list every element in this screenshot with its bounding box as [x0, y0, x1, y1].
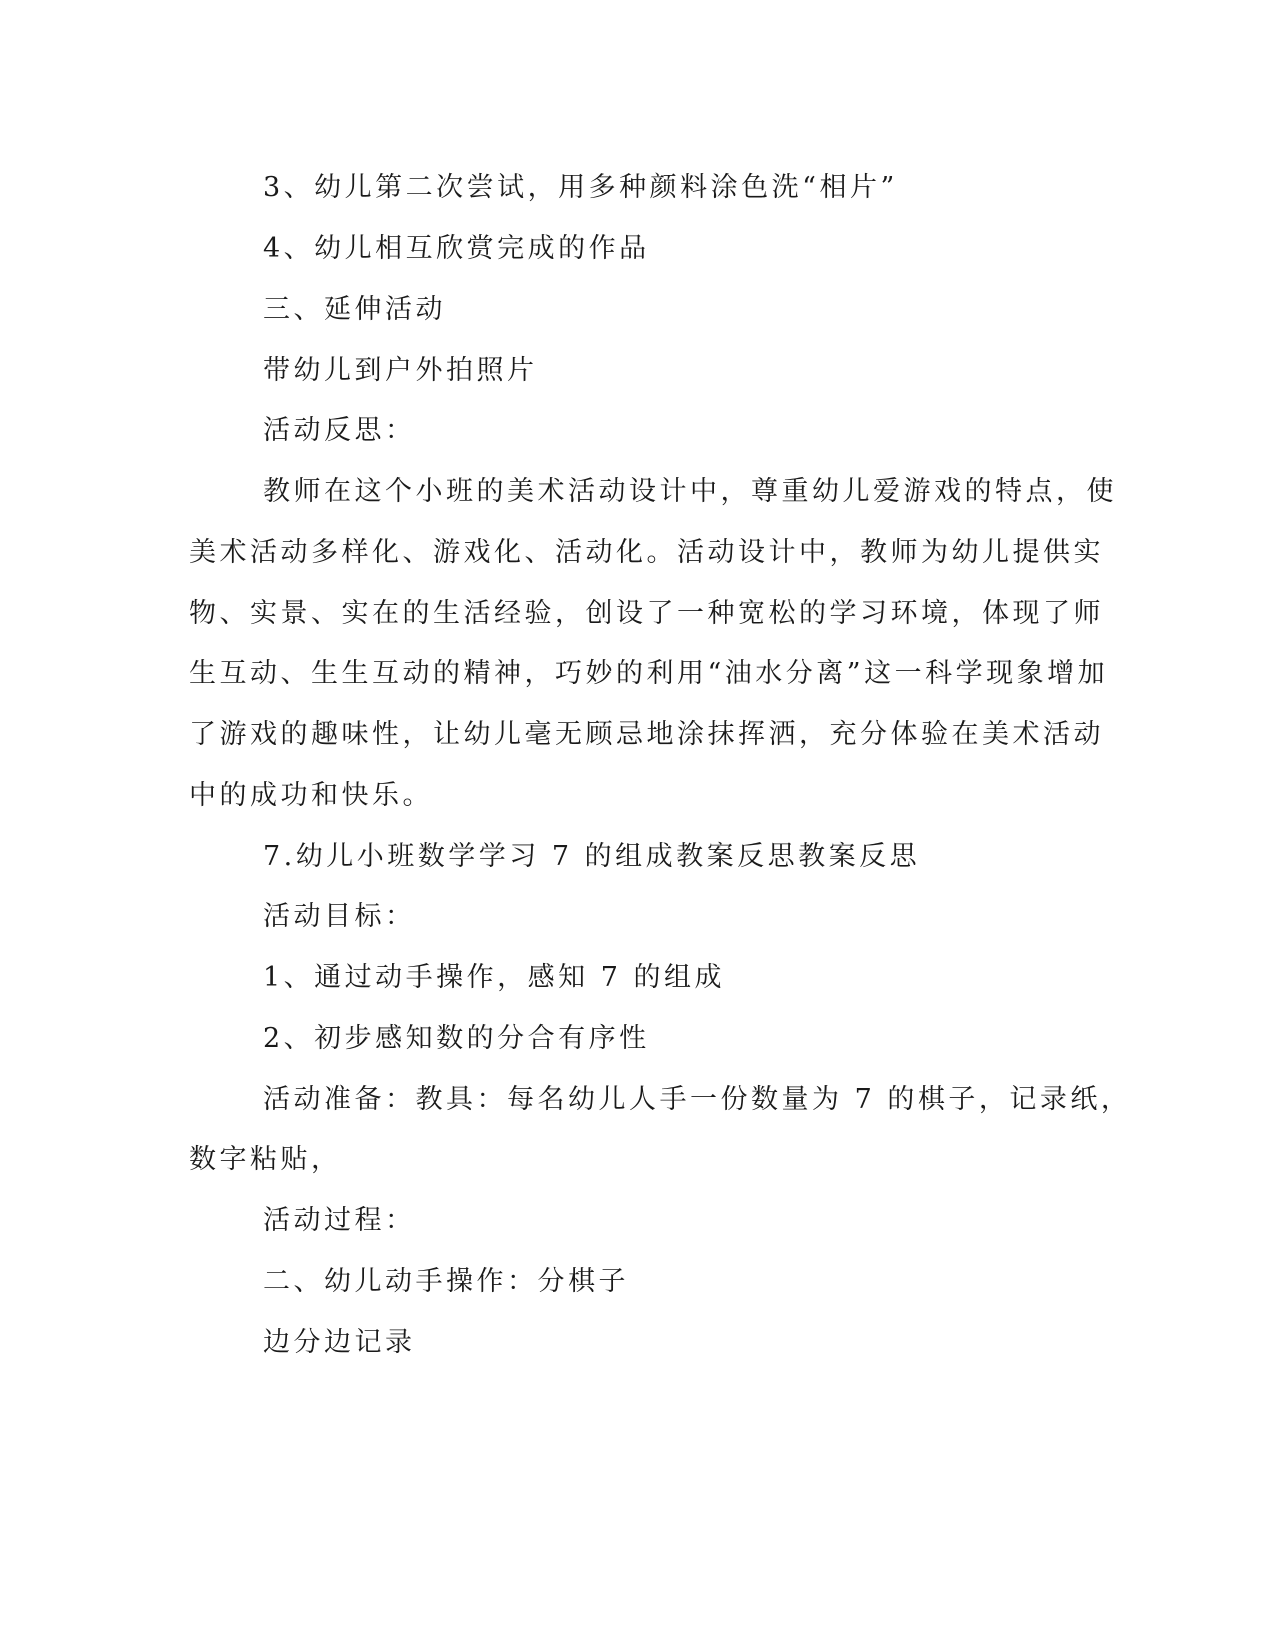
reflection-paragraph-line-6: 中的成功和快乐。 — [189, 780, 433, 811]
process-step-record: 边分边记录 — [263, 1327, 416, 1358]
step-3-text: 3、幼儿第二次尝试，用多种颜料涂色洗“相片” — [263, 172, 898, 203]
preparation-line-2: 数字粘贴， — [189, 1144, 342, 1175]
lesson-7-title: 7.幼儿小班数学学习 7 的组成教案反思教案反思 — [263, 841, 921, 872]
reflection-heading: 活动反思： — [263, 415, 416, 446]
reflection-paragraph-line-4: 生互动、生生互动的精神，巧妙的利用“油水分离”这一科学现象增加 — [189, 658, 1109, 689]
goals-heading: 活动目标： — [263, 901, 416, 932]
goal-1-text: 1、通过动手操作，感知 7 的组成 — [263, 962, 726, 993]
reflection-paragraph-line-1: 教师在这个小班的美术活动设计中，尊重幼儿爱游戏的特点，使 — [263, 476, 1117, 507]
reflection-paragraph-line-5: 了游戏的趣味性，让幼儿毫无顾忌地涂抹挥洒，充分体验在美术活动 — [189, 719, 1104, 750]
step-4-text: 4、幼儿相互欣赏完成的作品 — [263, 233, 650, 264]
goal-2-text: 2、初步感知数的分合有序性 — [263, 1023, 650, 1054]
reflection-paragraph-line-2: 美术活动多样化、游戏化、活动化。活动设计中，教师为幼儿提供实 — [189, 537, 1104, 568]
extension-text: 带幼儿到户外拍照片 — [263, 355, 538, 386]
section-extension-heading: 三、延伸活动 — [263, 294, 446, 325]
reflection-paragraph-line-3: 物、实景、实在的生活经验，创设了一种宽松的学习环境，体现了师 — [189, 598, 1104, 629]
process-heading: 活动过程： — [263, 1205, 416, 1236]
preparation-line-1: 活动准备：教具：每名幼儿人手一份数量为 7 的棋子，记录纸， — [263, 1084, 1132, 1115]
process-step-2: 二、幼儿动手操作：分棋子 — [263, 1266, 629, 1297]
